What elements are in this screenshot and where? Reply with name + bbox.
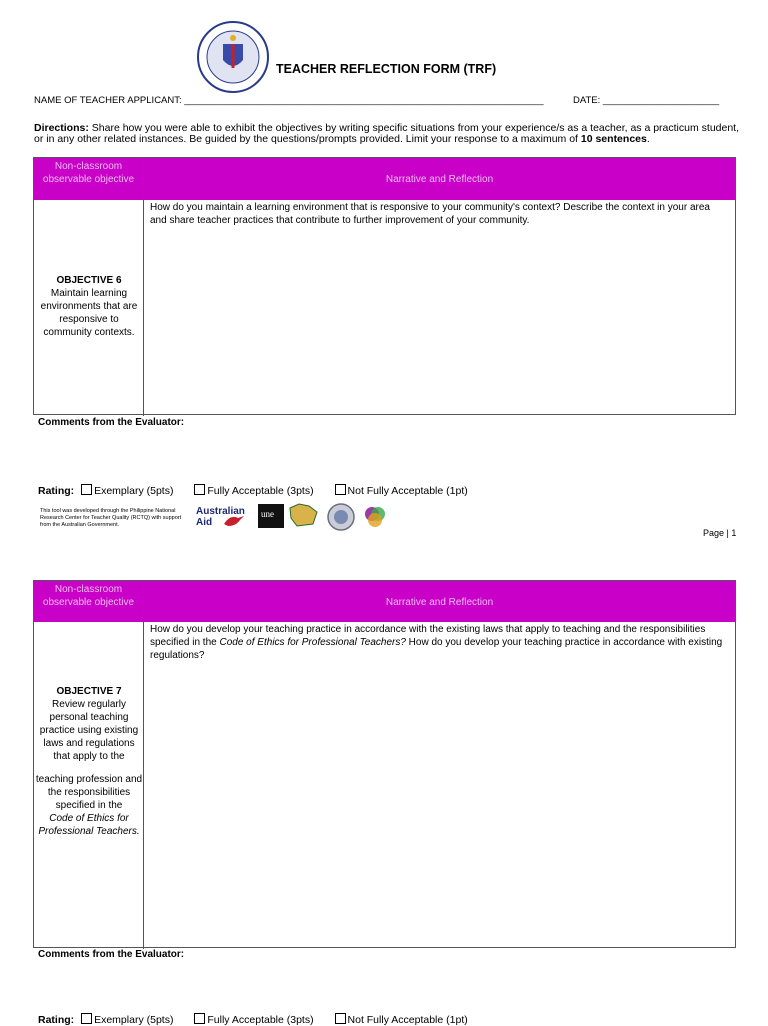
directions-text: Directions: Share how you were able to exhibit the objectives by writing specific situations from your experience/s as a teacher, as a practicum student, or in any other related instances. Be guided by the questions/prompts provided. Limit your response to a maximum of 10 sentences.: [34, 122, 740, 145]
checkbox-not-fully-acceptable[interactable]: [335, 484, 346, 495]
svg-text:une: une: [261, 509, 274, 519]
objective-6-title: OBJECTIVE 6: [56, 275, 122, 286]
checkbox-not-fully-acceptable[interactable]: [335, 1013, 346, 1024]
table-header: [34, 158, 735, 200]
comments-label: Comments from the Evaluator:: [38, 417, 185, 428]
kangaroo-icon: [222, 512, 246, 528]
objective-6-response-area[interactable]: [146, 230, 731, 410]
directions-label: Directions:: [34, 122, 89, 134]
objective-6-table: [33, 157, 736, 415]
date-field[interactable]: DATE: ______________________: [573, 95, 720, 106]
state-map-logo: [287, 502, 319, 528]
checkbox-exemplary[interactable]: [81, 1013, 92, 1024]
footer-note: This tool was developed through the Philippine National Research Center for Teacher Quality (RCTQ) with support from the Australian Government.: [40, 508, 182, 528]
page-number: Page | 1: [703, 528, 737, 538]
rating-row-1: Rating: Exemplary (5pts) Fully Acceptable (3pts) Not Fully Acceptable (1pt): [38, 485, 468, 497]
comments-area-2[interactable]: [36, 964, 736, 1008]
objective-6-prompt: How do you maintain a learning environment that is responsive to your community's context? Describe the context in your area and share teacher practices that contribute to further improvement of your community.: [150, 202, 710, 226]
objective-7-title: OBJECTIVE 7: [56, 686, 122, 697]
university-seal-logo: [326, 502, 356, 532]
une-logo: [258, 504, 284, 528]
objective-7-table: [33, 580, 736, 948]
objective-6-text: OBJECTIVE 6 Maintain learning environments that are responsive to community contexts.: [34, 274, 144, 339]
deped-seal-logo: [196, 20, 270, 94]
table-header: [34, 581, 735, 622]
comments-area-1[interactable]: [36, 432, 736, 480]
comments-label: Comments from the Evaluator:: [38, 949, 185, 960]
checkbox-fully-acceptable[interactable]: [194, 1013, 205, 1024]
checkbox-fully-acceptable[interactable]: [194, 484, 205, 495]
header-narrative-label: Narrative and Reflection: [385, 174, 494, 185]
objective-7-prompt: How do you develop your teaching practice in accordance with the existing laws that apply to teaching and the responsibilities specified in the Code of Ethics for Professional Teachers? How do you develop your teaching practice in accordance with existing regulations?: [150, 624, 723, 661]
rating-row-2: Rating: Exemplary (5pts) Fully Acceptable (3pts) Not Fully Acceptable (1pt): [38, 1014, 468, 1026]
teacher-name-field[interactable]: NAME OF TEACHER APPLICANT: ____________________________________________________________________: [34, 95, 544, 106]
header-objective-label: Non-classroom observable objective: [34, 158, 144, 200]
header-objective-label: Non-classroom observable objective: [34, 581, 144, 622]
rctq-logo: [360, 502, 390, 532]
objective-7-response-area[interactable]: [146, 665, 731, 943]
australian-aid-logo: Australian Aid: [196, 506, 245, 528]
objective-7-text: OBJECTIVE 7 Review regularly personal teaching practice using existing laws and regulations that apply to the teaching profession and the responsibilities specified in the Code of Ethics for Professional Teachers.: [35, 686, 143, 837]
form-title: TEACHER REFLECTION FORM (TRF): [276, 62, 497, 76]
header-narrative-label: Narrative and Reflection: [385, 597, 494, 608]
checkbox-exemplary[interactable]: [81, 484, 92, 495]
